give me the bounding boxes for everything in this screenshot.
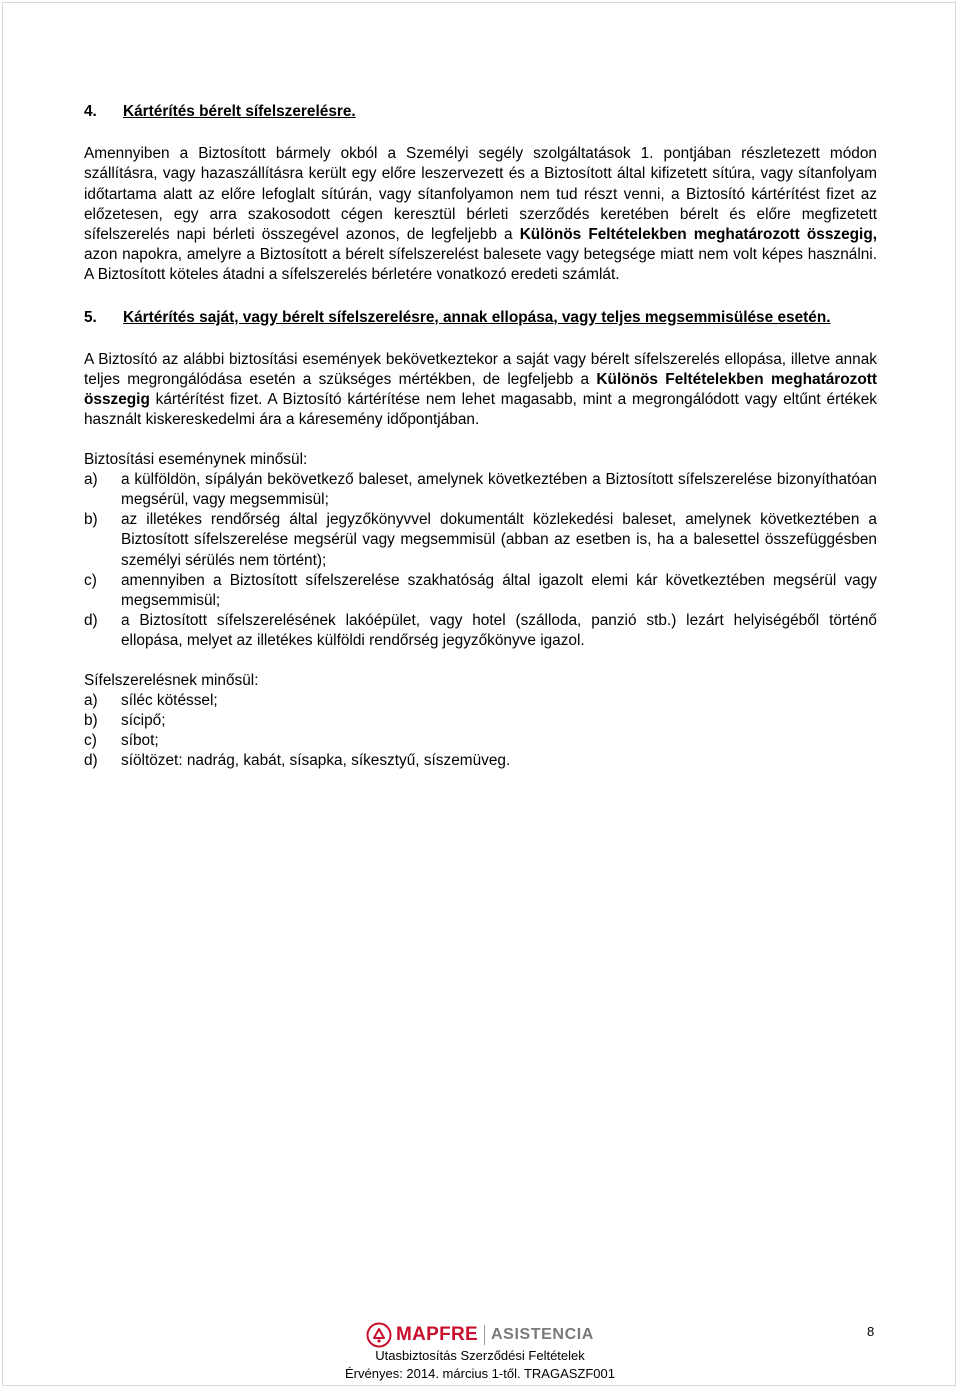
list-item: c) síbot;	[84, 732, 159, 750]
logo-sub-text: ASISTENCIA	[491, 1326, 594, 1343]
section-4-paragraph	[84, 144, 877, 285]
page-number: 8	[867, 1324, 875, 1339]
mapfre-emblem-icon	[366, 1322, 392, 1348]
events-list	[84, 470, 877, 652]
logo-divider	[484, 1325, 485, 1345]
section-4-title: Kártérítés bérelt sífelszerelésre.	[123, 103, 356, 120]
document-body	[84, 102, 877, 772]
equipment-intro: Sífelszerelésnek minősül:	[84, 671, 259, 689]
list-item: b) sícipő;	[84, 712, 166, 730]
list-item: a) síléc kötéssel;	[84, 691, 218, 709]
events-intro: Biztosítási eseménynek minősül:	[84, 450, 308, 468]
section-5-paragraph	[84, 350, 877, 431]
list-item: d) a Biztosított sífelszerelésének lakóépület, vagy hotel (szálloda, panzió stb.) lezárt helyiségéből történő ellopása, melyet az illetékes külföldi rendőrség jegyzőkönyve igazol.	[84, 612, 877, 650]
section-4-bold-amount: Különös Feltételekben meghatározott összegig,	[519, 226, 878, 244]
list-item: a) a külföldön, sípályán bekövetkező baleset, amelynek következtében a Biztosított sífelszerelése bizonyíthatóan megsérül, vagy megsemmisül;	[84, 470, 877, 509]
section-5-title: Kártérítés saját, vagy bérelt sífelszerelésre, annak ellopása, vagy teljes megsemmisülése esetén.	[123, 308, 831, 326]
page-footer	[0, 1318, 960, 1388]
list-item: d) síöltözet: nadrág, kabát, sísapka, síkesztyű, síszemüveg.	[84, 752, 511, 770]
section-4-heading	[84, 102, 877, 122]
footer-validity: Érvényes: 2014. március 1-től. TRAGASZF001	[345, 1366, 615, 1381]
equipment-list	[84, 691, 877, 772]
section-5-heading	[84, 308, 877, 328]
section-4-text-2: azon napokra, amelyre a Biztosított a bérelt sífelszerelést balesete vagy betegsége miatt nem volt képes használni. A Biztosított köteles átadni a sífelszerelés bérletére vonatkozó eredeti számlát.	[84, 246, 877, 284]
section-5-text-2: kártérítést fizet. A Biztosító kártérítése nem lehet magasabb, mint a megrongálódott vagy eltűnt értékek használt kiskereskedelmi ára a káresemény időpontjában.	[84, 391, 877, 429]
section-4-number: 4.	[84, 103, 97, 120]
section-4-text-1: Amennyiben a Biztosított bármely okból a Személyi segély szolgáltatások 1. pontjában részletezett módon szállításra, vagy hazaszállításra került egy előre leszervezett és a Biztosított által kifizetett sítúra, vagy sítanfolyam időtartama alatt az előre lefoglalt sítúrán, vagy sítanfolyamon nem tud részt venni, a Biztosító kártérítést fizet az előzetesen, egy arra szakosodott cégen keresztül bérleti szerződés keretében bérelt és előre megfizetett sífelszerelés napi bérleti összegével azonos, de legfeljebb a	[84, 145, 877, 244]
logo-brand-text: MAPFRE	[396, 1324, 479, 1345]
section-5-bold-amount: Különös Feltételekben meghatározott összegig	[84, 371, 877, 409]
mapfre-asistencia-logo	[366, 1322, 594, 1348]
list-item: b) az illetékes rendőrség által jegyzőkönyvvel dokumentált közlekedési baleset, amelynek következtében a Biztosított sífelszerelése megsérül vagy megsemmisül (abban az esetben is, ha a balesettel összefüggésben személyi sérülés nem történt);	[84, 511, 877, 569]
section-5-number: 5.	[84, 308, 97, 326]
footer-document-title: Utasbiztosítás Szerződési Feltételek	[375, 1348, 585, 1363]
section-5-text-1: A Biztosító az alábbi biztosítási események bekövetkeztekor a saját vagy bérelt sífelszerelés ellopása, illetve annak teljes megrongálódása esetén a szükséges mértékben, de legfeljebb a	[84, 350, 877, 389]
list-item: c) amennyiben a Biztosított sífelszerelése szakhatóság által igazolt elemi kár következtében megsérül vagy megsemmisül;	[84, 571, 877, 610]
